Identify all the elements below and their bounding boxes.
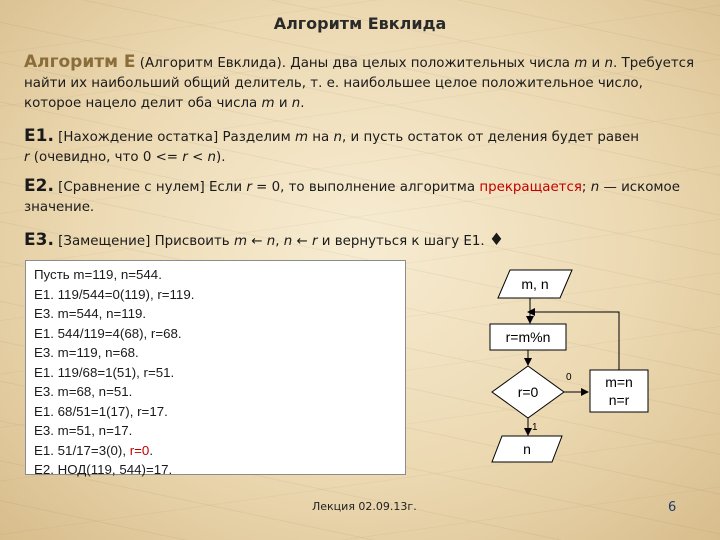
var-m: m [261, 96, 275, 111]
output-label: n [523, 441, 531, 457]
trace-box [25, 260, 406, 475]
step-bracket: [Сравнение с нулем] [58, 180, 205, 195]
step-e1 [24, 126, 700, 168]
page-number: 6 [668, 500, 677, 515]
step-bracket: [Нахождение остатка] [58, 130, 219, 145]
step-label: E2. [24, 176, 54, 196]
step-text: ; [581, 180, 591, 195]
algorithm-heading: Алгоритм Е [24, 52, 136, 72]
var-n: n [333, 130, 342, 145]
intro-text: Даны два целых положительных числа [290, 56, 575, 71]
trace-line: Е1. 544/119=4(68), r=68. [34, 325, 182, 341]
slide-title: Алгоритм Евклида [273, 14, 447, 33]
trace-line: Е3. m=51, n=17. [34, 423, 133, 438]
swap-line-2: n=r [608, 392, 630, 408]
trace-line: Е3. m=544, n=119. [34, 306, 147, 321]
step-e2 [24, 176, 700, 218]
trace-text: Е1. 51/17=3(0), [34, 442, 130, 458]
trace-line: Е1. 119/68=1(51), r=51. [34, 364, 175, 380]
step-text: ). [216, 150, 226, 165]
swap-line-1: m=n [605, 374, 633, 390]
step-text: = 0, то выполнение алгоритма [251, 180, 480, 195]
var-r: r [24, 150, 30, 165]
var-r: r [311, 234, 318, 249]
comma: , [275, 234, 284, 249]
branch-false-label: 0 [566, 372, 572, 383]
step-text: Если [204, 180, 247, 195]
step-text: — искомое значение. [24, 180, 680, 215]
step-text: и вернуться к шагу Е1. [317, 234, 489, 249]
input-label: m, n [521, 276, 549, 292]
intro-text-2: . Требуется найти их наибольший общий делитель, т. е. наибольшее целое положительное число, которое нацело делит оба числа [24, 56, 695, 111]
step-label: E3. [24, 230, 54, 250]
var-n: n [283, 234, 293, 249]
var-m: m [233, 234, 247, 249]
step-text: Разделим [218, 130, 295, 145]
step-text: (очевидно, что 0 <= [29, 150, 183, 165]
var-n: n [291, 96, 301, 111]
stop-word: прекращается [479, 180, 582, 195]
var-r: r [182, 150, 188, 165]
period: . [300, 96, 305, 111]
trace-line: Е3. m=68, n=51. [34, 384, 133, 399]
trace-text: . [149, 442, 154, 458]
and-text: и [274, 96, 292, 111]
footer-lecture: Лекция 02.09.13г. [312, 500, 417, 513]
diamond-icon: ♦ [488, 230, 505, 250]
and-text: и [587, 56, 605, 71]
trace-line: Пусть m=119, n=544. [34, 267, 162, 282]
var-n: n [590, 180, 600, 195]
algorithm-paren: (Алгоритм Евклида). [139, 56, 286, 71]
step-text: на [308, 130, 334, 145]
branch-true-label: 1 [532, 422, 538, 433]
step-label: E1. [24, 126, 54, 146]
step-text: < [187, 150, 208, 165]
flowchart [480, 262, 680, 472]
var-n: n [604, 56, 614, 71]
assign-label: r=m%n [505, 329, 551, 345]
trace-line: Е2. НОД(119, 544)=17. [34, 462, 173, 477]
step-text: , и пусть остаток от деления будет равен [342, 130, 640, 145]
trace-line: Е3. m=119, n=68. [34, 345, 139, 360]
trace-line [34, 441, 405, 461]
arrow-symbol: ← [292, 234, 312, 249]
trace-highlight: r=0 [129, 442, 150, 458]
condition-label: r=0 [517, 384, 539, 400]
trace-line: Е1. 68/51=1(17), r=17. [34, 403, 168, 419]
trace-line: Е1. 119/544=0(119), r=119. [34, 286, 195, 302]
step-e3 [24, 230, 700, 252]
algorithm-intro [24, 52, 700, 114]
var-m: m [574, 56, 588, 71]
step-bracket: [Замещение] [58, 234, 151, 249]
var-r: r [246, 180, 252, 195]
step-text: Присвоить [150, 234, 234, 249]
arrow-symbol: ← [247, 234, 267, 249]
var-m: m [294, 130, 309, 145]
var-n: n [266, 234, 276, 249]
var-n: n [207, 150, 217, 165]
